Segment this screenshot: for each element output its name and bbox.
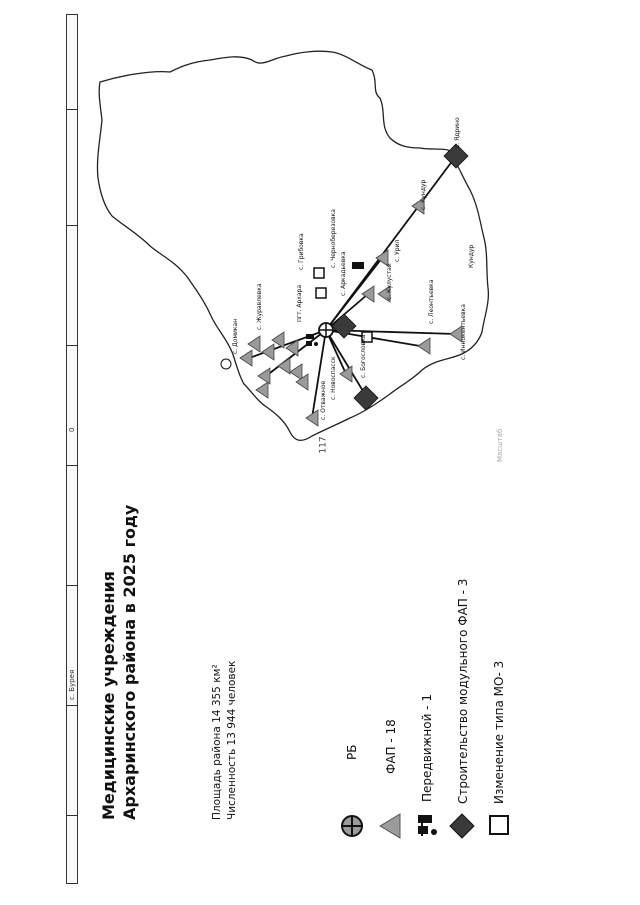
type-change-square-icon bbox=[490, 816, 508, 834]
district-hospital-marker bbox=[319, 323, 333, 337]
place-label: с. Кундур bbox=[420, 179, 427, 210]
title-line-2: Архаринского района в 2025 году bbox=[120, 504, 139, 820]
place-label: с. Леонтьевка bbox=[428, 279, 435, 324]
mobile-unit-icon bbox=[418, 815, 437, 836]
legend-label-modular-fap: Строительство модульного ФАП - 3 bbox=[456, 578, 470, 804]
scale-note: Масштаб bbox=[496, 428, 504, 462]
population-stat: Численность 13 944 человек bbox=[226, 660, 238, 820]
place-label: с. Журавлевка bbox=[256, 283, 263, 330]
fap-triangle-icon bbox=[380, 814, 400, 838]
title-line-1: Медицинские учреждения bbox=[99, 571, 118, 820]
legend-label-mobile: Передвижной - 1 bbox=[420, 694, 434, 802]
place-label: с. Иннокентьевка bbox=[460, 304, 467, 360]
legend-label-fap: ФАП - 18 bbox=[384, 719, 398, 774]
ruler-label-bureya: с. Бурея bbox=[68, 669, 76, 700]
place-label: Кундур bbox=[468, 244, 475, 268]
district-boundary bbox=[97, 51, 488, 440]
map-label-box bbox=[352, 262, 364, 269]
place-label: пгт. Архара bbox=[296, 284, 303, 322]
place-label: с. Аркадьевка bbox=[340, 251, 347, 296]
place-label: с. Кулустай bbox=[386, 263, 393, 300]
place-label: с. Новоспасск bbox=[330, 356, 337, 400]
legend-label-district-hospital: РБ bbox=[345, 744, 359, 760]
district-hospital-icon bbox=[342, 816, 362, 836]
place-label: с. Черноберезовка bbox=[330, 209, 337, 268]
place-label: с. Урил bbox=[394, 239, 401, 262]
settlement-circle bbox=[221, 359, 231, 369]
legend-label-type-change: Изменение типа МО- 3 bbox=[492, 660, 506, 804]
place-label: с. Грибовка bbox=[298, 233, 305, 270]
place-label: с. Ядрино bbox=[454, 117, 461, 148]
ruler-label-zero: 0 bbox=[68, 427, 76, 432]
area-stat: Площадь района 14 355 км² bbox=[211, 664, 223, 820]
place-label: с. Отважное bbox=[320, 380, 327, 420]
place-label: с. Домикан bbox=[232, 318, 239, 354]
place-label: с. Богословка bbox=[360, 334, 367, 378]
modular-fap-diamond-icon bbox=[450, 814, 474, 838]
page-number: 117 bbox=[318, 436, 329, 454]
